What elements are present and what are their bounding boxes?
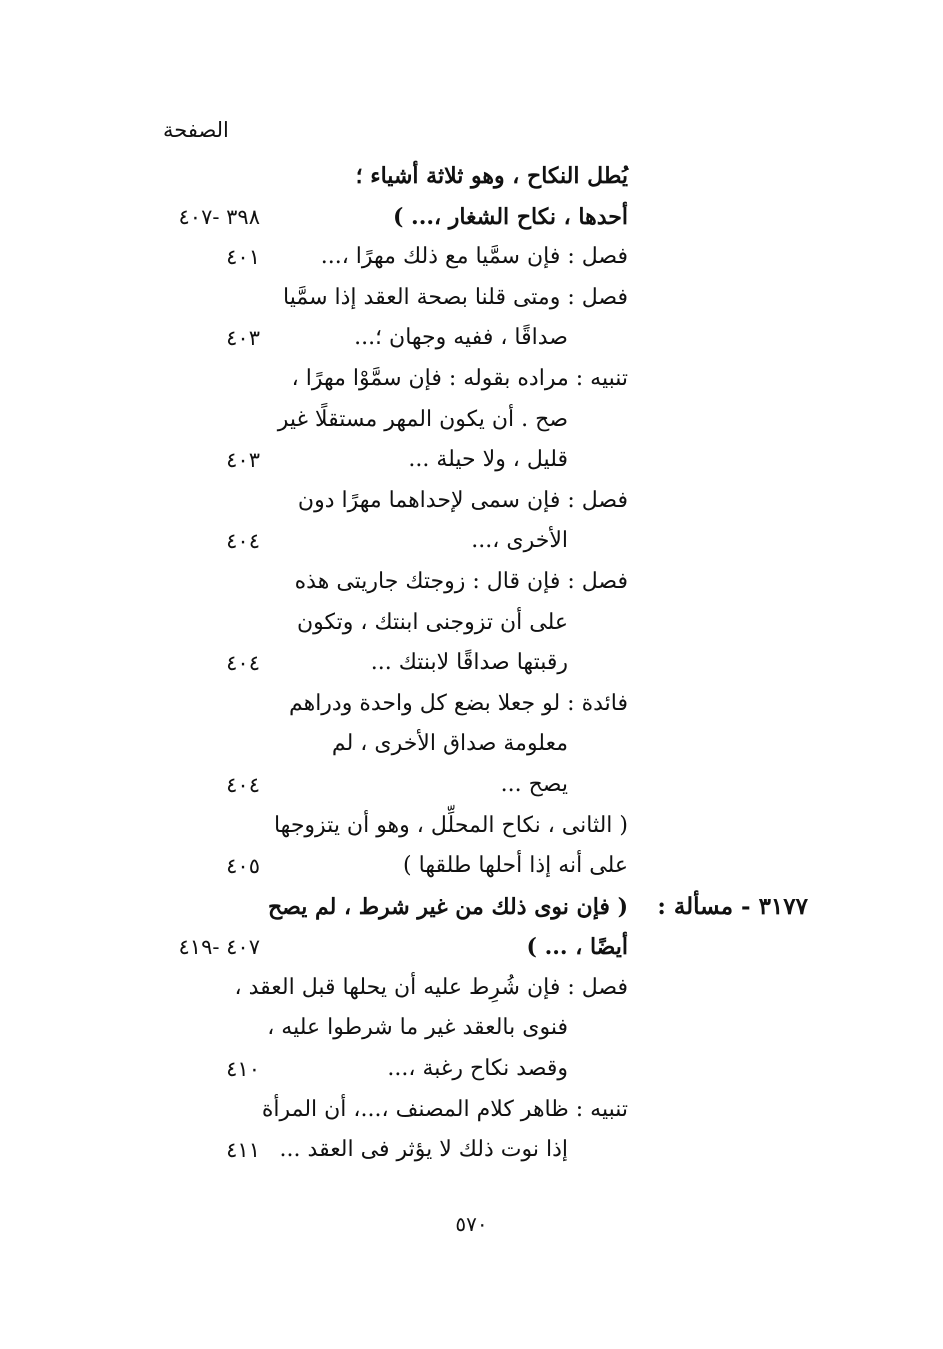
entry-text: صح . أن يكون المهر مستقلًا غير bbox=[277, 406, 568, 432]
toc-entry bbox=[0, 481, 943, 522]
entry-text: فصل : فإن سمى لإحداهما مهرًا دون bbox=[297, 487, 628, 513]
entry-page-ref: ٤٠٣ bbox=[226, 326, 260, 351]
toc-entry bbox=[0, 278, 943, 319]
entry-text: قليل ، ولا حيلة ... bbox=[408, 447, 568, 473]
entry-page-ref: ٣٩٨ -٤٠٧ bbox=[178, 204, 260, 229]
toc-entry bbox=[0, 684, 943, 725]
toc-entry bbox=[0, 724, 943, 765]
entry-text: يُطل النكاح ، وهو ثلاثة أشياء ؛ bbox=[355, 163, 628, 189]
toc-entry bbox=[0, 318, 943, 359]
entry-text: ( فإن نوى ذلك من غير شرط ، لم يصح bbox=[267, 893, 628, 920]
page-column-header: الصفحة bbox=[163, 118, 229, 142]
toc-entry bbox=[0, 237, 943, 278]
toc-entry bbox=[0, 197, 943, 238]
toc-entry bbox=[0, 603, 943, 644]
toc-entry bbox=[0, 562, 943, 603]
toc-entry bbox=[0, 1008, 943, 1049]
toc-entry bbox=[0, 927, 943, 968]
toc-entry bbox=[0, 521, 943, 562]
entry-page-ref: ٤١٠ bbox=[226, 1057, 260, 1082]
entry-page-ref: ٤٠٤ bbox=[226, 772, 260, 797]
entry-page-ref: ٤٠٥ bbox=[226, 854, 260, 879]
entry-text: فصل : ومتى قلنا بصحة العقد إذا سمَّيا bbox=[283, 284, 628, 310]
entry-text: رقبتها صداقًا لابنتك ... bbox=[370, 650, 568, 676]
entry-text: فائدة : لو جعلا بضع كل واحدة ودراهم bbox=[288, 690, 628, 716]
issue-number: ٣١٧٧ - مسألة : bbox=[657, 892, 808, 920]
toc-entry bbox=[0, 643, 943, 684]
entry-page-ref: ٤٠٧ -٤١٩ bbox=[178, 935, 260, 960]
entry-text: صداقًا ، ففيه وجهان ؛... bbox=[354, 325, 568, 351]
entry-text: إذا نوت ذلك لا يؤثر فى العقد ... bbox=[279, 1137, 568, 1163]
toc-entry bbox=[0, 359, 943, 400]
toc-entry bbox=[0, 156, 943, 197]
entry-text: فصل : فإن قال : زوجتك جاريتى هذه bbox=[294, 568, 628, 594]
entry-text: على أنه إذا أحلها طلقها ) bbox=[403, 853, 628, 879]
entry-text: فصل : فإن سمَّيا مع ذلك مهرًا ،... bbox=[320, 244, 628, 270]
toc-entry bbox=[0, 1049, 943, 1090]
toc-entry bbox=[0, 887, 943, 928]
toc-entry bbox=[0, 968, 943, 1009]
entry-text: أيضًا ، ... ) bbox=[526, 934, 628, 961]
entry-page-ref: ٤٠١ bbox=[226, 245, 260, 270]
toc-entry bbox=[0, 846, 943, 887]
entry-text: الأخرى ،... bbox=[471, 528, 568, 554]
entry-text: وقصد نكاح رغبة ،... bbox=[387, 1056, 568, 1082]
entry-text: فنوى بالعقد غير ما شرطوا عليه ، bbox=[267, 1015, 568, 1041]
entry-page-ref: ٤١١ bbox=[226, 1138, 260, 1163]
toc-entry bbox=[0, 400, 943, 441]
entry-text: فصل : فإن شُرِط عليه أن يحلها قبل العقد ، bbox=[234, 974, 628, 1000]
entry-page-ref: ٤٠٣ bbox=[226, 448, 260, 473]
entry-text: معلومة صداق الأخرى ، لم bbox=[331, 731, 568, 757]
toc-entry bbox=[0, 806, 943, 847]
toc-entry bbox=[0, 1130, 943, 1171]
entry-text: ( الثانى ، نكاح المحلِّل ، وهو أن يتزوجها bbox=[273, 812, 628, 838]
toc-entry bbox=[0, 1090, 943, 1131]
page-number: ٥٧٠ bbox=[455, 1212, 488, 1236]
entry-text: تنبيه : ظاهر كلام المصنف ،...، أن المرأة bbox=[261, 1096, 628, 1122]
entry-text: على أن تزوجنى ابنتك ، وتكون bbox=[296, 609, 568, 635]
toc-entry bbox=[0, 440, 943, 481]
entry-page-ref: ٤٠٤ bbox=[226, 529, 260, 554]
toc-entry bbox=[0, 765, 943, 806]
entry-page-ref: ٤٠٤ bbox=[226, 651, 260, 676]
entry-text: يصح ... bbox=[500, 771, 568, 797]
entry-text: أحدها ، نكاح الشغار ،... ) bbox=[392, 203, 628, 230]
entry-text: تنبيه : مراده بقوله : فإن سمَّوْا مهرًا ، bbox=[291, 365, 628, 391]
table-of-contents bbox=[0, 156, 943, 1171]
